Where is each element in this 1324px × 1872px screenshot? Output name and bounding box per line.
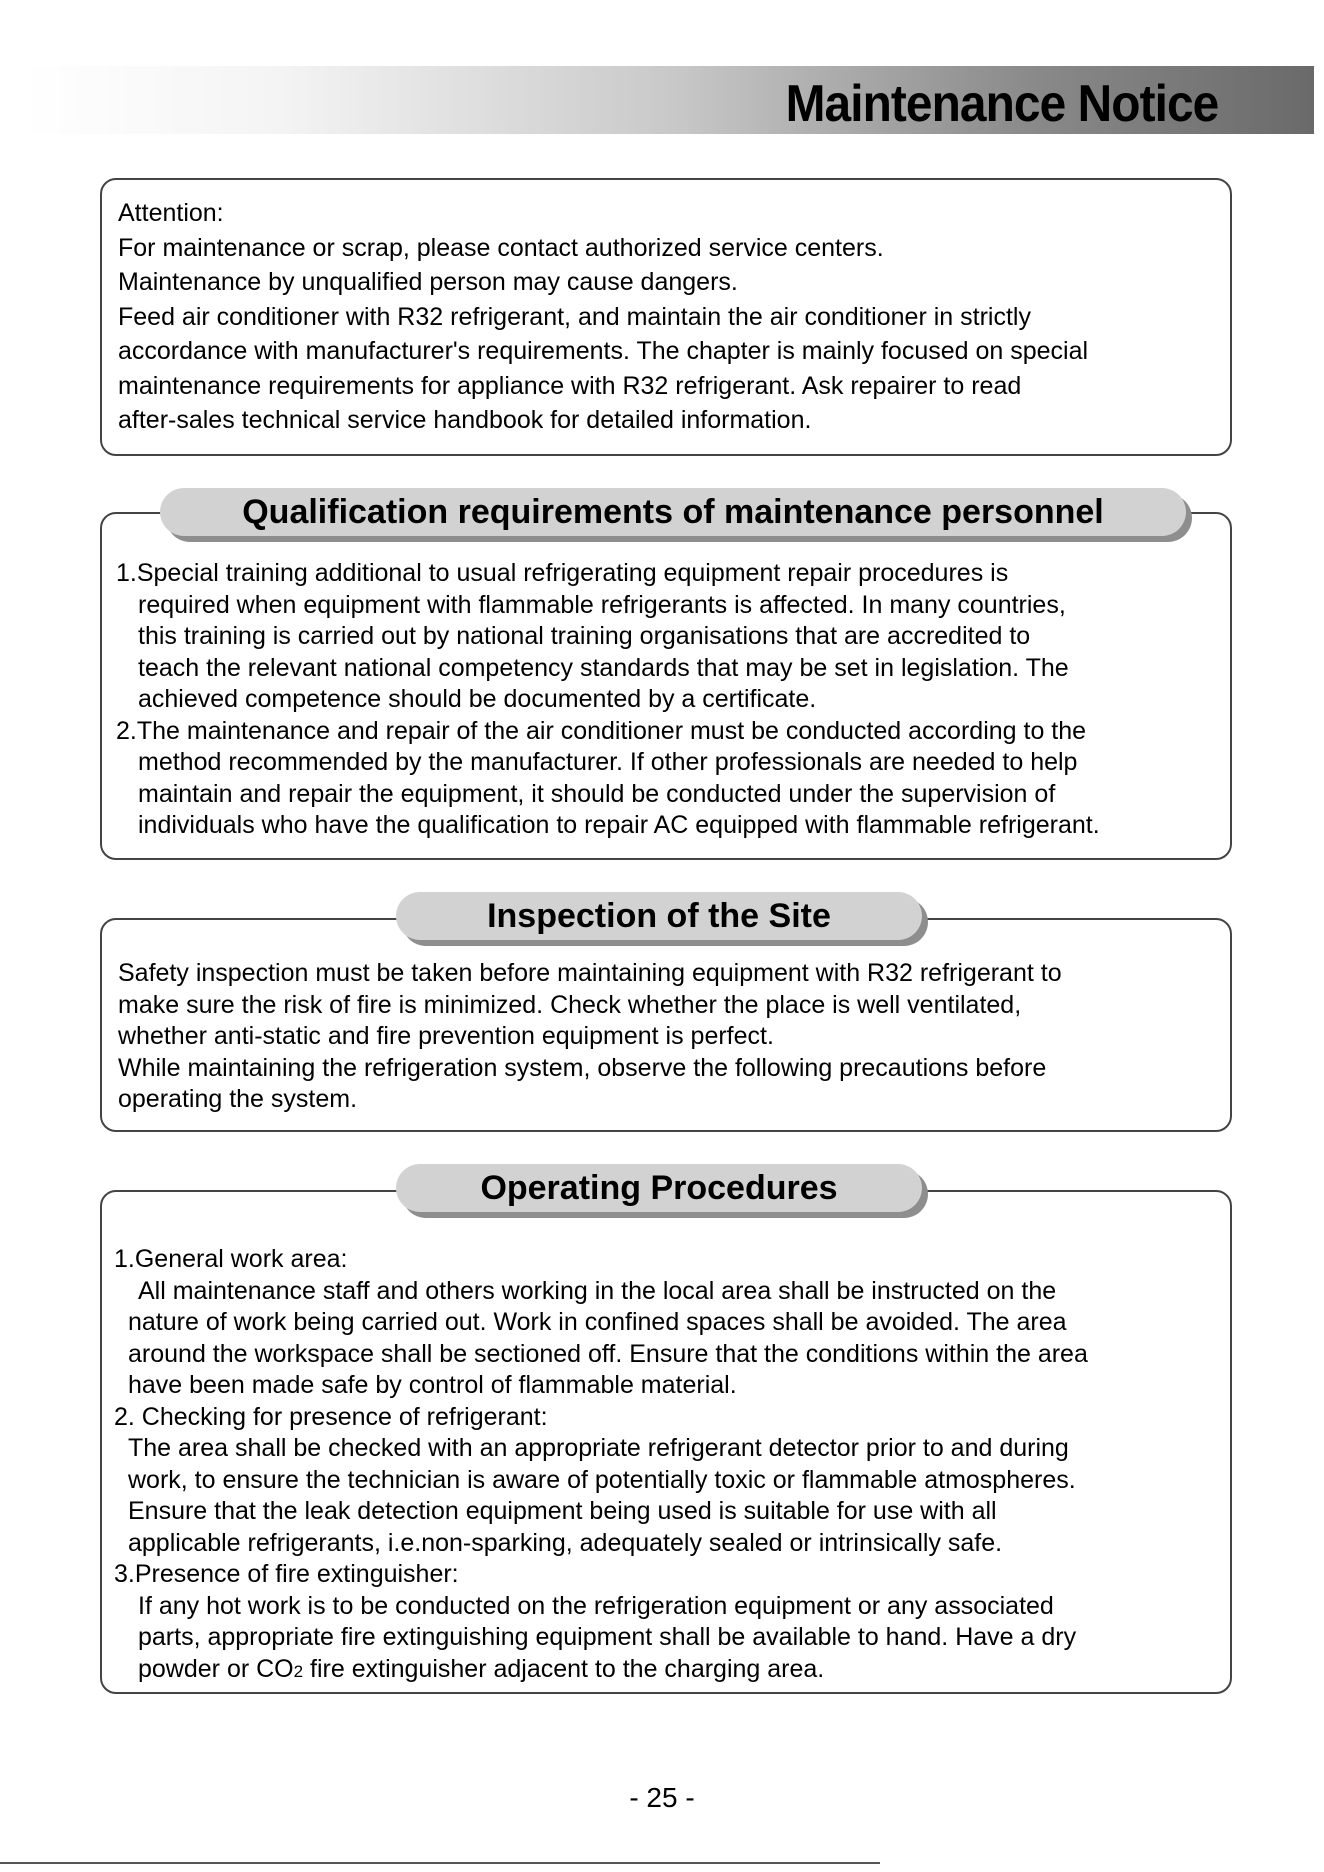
inspection-line: operating the system. <box>118 1085 358 1113</box>
inspection-heading: Inspection of the Site <box>396 892 922 940</box>
attention-line: For maintenance or scrap, please contact authorized service centers. <box>118 233 884 262</box>
list-item-body: achieved competence should be documented by a certificate. <box>138 685 817 713</box>
list-item-body: work, to ensure the technician is aware of potentially toxic or flammable atmospheres. <box>128 1465 1076 1494</box>
list-item-text: fire extinguisher adjacent to the charging area. <box>303 1654 825 1683</box>
page-number: - 25 - <box>629 1782 695 1813</box>
subscript-2: 2 <box>293 1661 304 1681</box>
list-item-body: this training is carried out by national training organisations that are accredited to <box>138 622 1031 650</box>
attention-line: after-sales technical service handbook for detailed information. <box>118 406 812 434</box>
list-item-body: have been made safe by control of flammable material. <box>128 1371 737 1399</box>
list-item-body: The area shall be checked with an appropriate refrigerant detector prior to and during <box>128 1434 1069 1462</box>
list-item-body: parts, appropriate fire extinguishing equipment shall be available to hand. Have a dry <box>138 1623 1077 1651</box>
list-item-body: teach the relevant national competency standards that may be set in legislation. The <box>138 653 1069 682</box>
qualification-heading: Qualification requirements of maintenance personnel <box>160 488 1186 536</box>
qualification-box <box>100 512 1232 860</box>
inspection-box <box>100 918 1232 1132</box>
list-item-body <box>114 1654 1226 1688</box>
list-item-head: 3.Presence of fire extinguisher: <box>114 1560 459 1588</box>
attention-line: accordance with manufacturer's requirements. The chapter is mainly focused on special <box>118 337 1089 365</box>
list-item-body: required when equipment with flammable refrigerants is affected. In many countries, <box>138 590 1066 619</box>
attention-heading: Attention: <box>118 199 224 227</box>
operating-heading: Operating Procedures <box>396 1164 922 1212</box>
list-item-head: 2.The maintenance and repair of the air conditioner must be conducted according to the <box>116 716 1087 745</box>
list-item-body: Ensure that the leak detection equipment being used is suitable for use with all <box>128 1497 997 1525</box>
attention-line: maintenance requirements for appliance with R32 refrigerant. Ask repairer to read <box>118 371 1022 400</box>
attention-box <box>100 178 1232 456</box>
inspection-text <box>118 958 1224 1116</box>
attention-text <box>118 196 1224 438</box>
inspection-line: While maintaining the refrigeration system, observe the following precautions before <box>118 1053 1047 1082</box>
qualification-list <box>116 558 1226 842</box>
list-item-head: 2. Checking for presence of refrigerant: <box>114 1402 548 1431</box>
footer-rule <box>0 1862 880 1864</box>
list-item-head: 1.General work area: <box>114 1245 348 1273</box>
operating-box <box>100 1190 1232 1694</box>
list-item-text: powder or CO <box>138 1654 294 1683</box>
list-item-body: applicable refrigerants, i.e.non-sparking, adequately sealed or intrinsically safe. <box>128 1528 1003 1557</box>
list-item-body: individuals who have the qualification to repair AC equipped with flammable refrigerant. <box>138 811 1100 839</box>
list-item-body: nature of work being carried out. Work in confined spaces shall be avoided. The area <box>128 1308 1067 1336</box>
list-item-body: maintain and repair the equipment, it should be conducted under the supervision of <box>138 779 1056 808</box>
page-title: Maintenance Notice <box>785 75 1218 133</box>
attention-line: Feed air conditioner with R32 refrigerant, and maintain the air conditioner in strictly <box>118 302 1031 331</box>
list-item-body: If any hot work is to be conducted on the refrigeration equipment or any associated <box>138 1591 1054 1620</box>
inspection-line: Safety inspection must be taken before maintaining equipment with R32 refrigerant to <box>118 959 1062 987</box>
inspection-line: make sure the risk of fire is minimized. Check whether the place is well ventilated, <box>118 990 1022 1019</box>
list-item-body: All maintenance staff and others working in the local area shall be instructed on the <box>138 1276 1057 1305</box>
inspection-line: whether anti-static and fire prevention equipment is perfect. <box>118 1022 774 1050</box>
operating-list <box>114 1244 1226 1687</box>
attention-line: Maintenance by unqualified person may cause dangers. <box>118 268 738 296</box>
list-item-body: around the workspace shall be sectioned off. Ensure that the conditions within the area <box>128 1339 1088 1368</box>
list-item-head: 1.Special training additional to usual refrigerating equipment repair procedures is <box>116 559 1009 587</box>
list-item-body: method recommended by the manufacturer. If other professionals are needed to help <box>138 748 1078 776</box>
